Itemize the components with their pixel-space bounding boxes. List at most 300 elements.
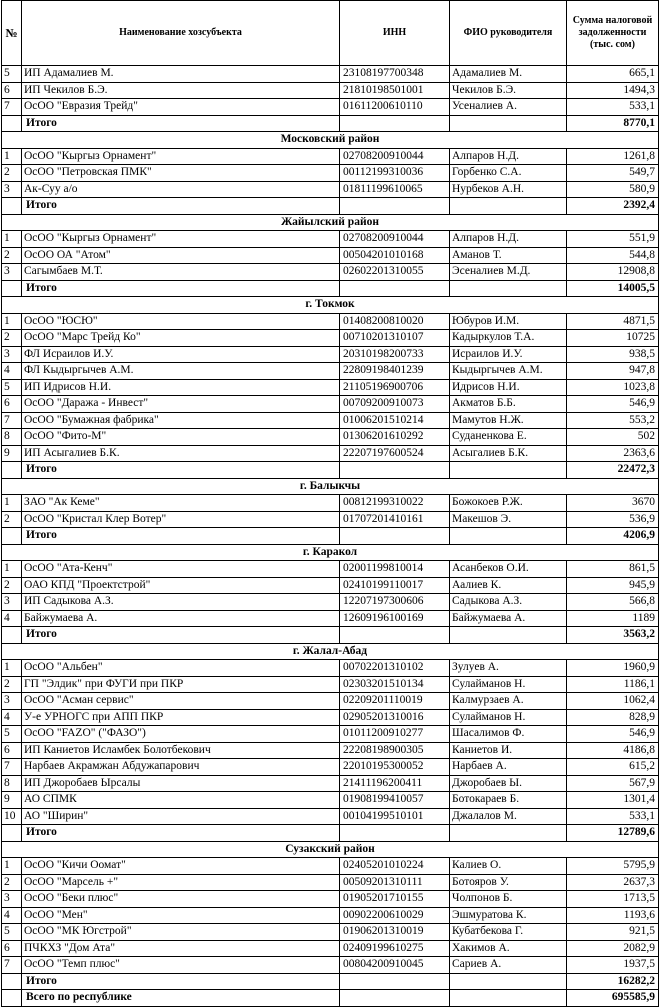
director-name: Суданенкова Е. bbox=[450, 429, 567, 446]
table-row bbox=[2, 594, 659, 611]
table-row bbox=[2, 247, 659, 264]
row-number: 7 bbox=[2, 412, 22, 429]
entity-inn: 00104199510101 bbox=[340, 808, 450, 825]
debt-amount: 502 bbox=[567, 429, 659, 446]
debt-amount: 546,9 bbox=[567, 396, 659, 413]
table-row bbox=[2, 82, 659, 99]
row-number: 4 bbox=[2, 363, 22, 380]
entity-name: ОсОО "Ата-Кенч" bbox=[22, 561, 340, 578]
entity-inn: 00812199310022 bbox=[340, 495, 450, 512]
director-name: Асанбеков О.И. bbox=[450, 561, 567, 578]
entity-name: ОсОО "Даража - Инвест" bbox=[22, 396, 340, 413]
entity-name: ОсОО "Беки плюс" bbox=[22, 891, 340, 908]
entity-inn: 22207197600524 bbox=[340, 445, 450, 462]
entity-name: ЗАО "Ак Кеме" bbox=[22, 495, 340, 512]
row-number: 3 bbox=[2, 346, 22, 363]
table-row bbox=[2, 891, 659, 908]
subtotal-inn-cell bbox=[340, 825, 450, 842]
entity-name: ОсОО "Кичи Оомат" bbox=[22, 858, 340, 875]
section-title: Жайылский район bbox=[2, 214, 659, 231]
table-row bbox=[2, 874, 659, 891]
section-title: Московский район bbox=[2, 132, 659, 149]
subtotal-amount: 4206,9 bbox=[567, 528, 659, 545]
table-row bbox=[2, 346, 659, 363]
subtotal-row bbox=[2, 825, 659, 842]
subtotal-director-cell bbox=[450, 198, 567, 215]
section-header-row bbox=[2, 214, 659, 231]
row-number: 2 bbox=[2, 247, 22, 264]
subtotal-row bbox=[2, 627, 659, 644]
table-row bbox=[2, 742, 659, 759]
row-number: 6 bbox=[2, 742, 22, 759]
subtotal-row bbox=[2, 528, 659, 545]
entity-inn: 12207197300606 bbox=[340, 594, 450, 611]
entity-inn: 00710201310107 bbox=[340, 330, 450, 347]
debt-amount: 2363,6 bbox=[567, 445, 659, 462]
debt-amount: 2637,3 bbox=[567, 874, 659, 891]
table-row bbox=[2, 66, 659, 83]
subtotal-number-cell bbox=[2, 973, 22, 990]
table-row bbox=[2, 148, 659, 165]
subtotal-label: Итого bbox=[22, 198, 340, 215]
entity-name: ИП Асыгалиев Б.К. bbox=[22, 445, 340, 462]
entity-inn: 01408200810020 bbox=[340, 313, 450, 330]
subtotal-number-cell bbox=[2, 280, 22, 297]
subtotal-row bbox=[2, 280, 659, 297]
entity-name: ИП Джоробаев Ырсалы bbox=[22, 775, 340, 792]
subtotal-number-cell bbox=[2, 627, 22, 644]
director-name: Каниетов И. bbox=[450, 742, 567, 759]
table-row bbox=[2, 726, 659, 743]
director-name: Алпаров Н.Д. bbox=[450, 148, 567, 165]
entity-inn: 00902200610029 bbox=[340, 907, 450, 924]
debt-amount: 580,9 bbox=[567, 181, 659, 198]
table-row bbox=[2, 264, 659, 281]
entity-inn: 00112199310036 bbox=[340, 165, 450, 182]
table-row bbox=[2, 577, 659, 594]
director-name: Кыдыргычев А.М. bbox=[450, 363, 567, 380]
director-name: Сулайманов Н. bbox=[450, 676, 567, 693]
director-name: Калмурзаев А. bbox=[450, 693, 567, 710]
section-header-row bbox=[2, 297, 659, 314]
subtotal-amount: 22472,3 bbox=[567, 462, 659, 479]
table-row bbox=[2, 561, 659, 578]
table-row bbox=[2, 429, 659, 446]
entity-inn: 12609196100169 bbox=[340, 610, 450, 627]
subtotal-amount: 14005,5 bbox=[567, 280, 659, 297]
debt-amount: 3670 bbox=[567, 495, 659, 512]
entity-inn: 21411196200411 bbox=[340, 775, 450, 792]
director-name: Акматов Б.Б. bbox=[450, 396, 567, 413]
subtotal-number-cell bbox=[2, 198, 22, 215]
debt-amount: 12908,8 bbox=[567, 264, 659, 281]
section-header-row bbox=[2, 544, 659, 561]
entity-inn: 01306201610292 bbox=[340, 429, 450, 446]
header-number: № bbox=[2, 1, 22, 66]
subtotal-label: Итого bbox=[22, 115, 340, 132]
entity-name: ФЛ Исраилов И.У. bbox=[22, 346, 340, 363]
director-name: Ботокараев Б. bbox=[450, 792, 567, 809]
subtotal-inn-cell bbox=[340, 462, 450, 479]
director-name: Садыкова А.З. bbox=[450, 594, 567, 611]
row-number: 8 bbox=[2, 429, 22, 446]
entity-inn: 02409199610275 bbox=[340, 940, 450, 957]
table-row bbox=[2, 363, 659, 380]
debt-amount: 549,7 bbox=[567, 165, 659, 182]
debt-amount: 1713,5 bbox=[567, 891, 659, 908]
entity-inn: 00804200910045 bbox=[340, 957, 450, 974]
debt-amount: 1186,1 bbox=[567, 676, 659, 693]
row-number: 4 bbox=[2, 907, 22, 924]
director-name: Кадыркулов Т.А. bbox=[450, 330, 567, 347]
subtotal-label: Итого bbox=[22, 280, 340, 297]
row-number: 4 bbox=[2, 709, 22, 726]
director-name: Нарбаев А. bbox=[450, 759, 567, 776]
grand-total-label: Всего по республике bbox=[22, 990, 340, 1007]
debt-amount: 1301,4 bbox=[567, 792, 659, 809]
entity-inn: 00509201310111 bbox=[340, 874, 450, 891]
director-name: Сариев А. bbox=[450, 957, 567, 974]
subtotal-row bbox=[2, 115, 659, 132]
entity-name: ОсОО "Бумажная фабрика" bbox=[22, 412, 340, 429]
row-number: 1 bbox=[2, 313, 22, 330]
director-name: Асыгалиев Б.К. bbox=[450, 445, 567, 462]
debt-amount: 544,8 bbox=[567, 247, 659, 264]
section-header-row bbox=[2, 132, 659, 149]
table-row bbox=[2, 330, 659, 347]
entity-inn: 21105196900706 bbox=[340, 379, 450, 396]
debt-amount: 551,9 bbox=[567, 231, 659, 248]
entity-name: ОсОО "МК Югстрой" bbox=[22, 924, 340, 941]
director-name: Усеналиев А. bbox=[450, 99, 567, 116]
entity-name: ОсОО "Асман сервис" bbox=[22, 693, 340, 710]
entity-inn: 20310198200733 bbox=[340, 346, 450, 363]
subtotal-director-cell bbox=[450, 973, 567, 990]
debt-amount: 1261,8 bbox=[567, 148, 659, 165]
section-header-row bbox=[2, 841, 659, 858]
section-title: Сузакский район bbox=[2, 841, 659, 858]
table-body bbox=[2, 66, 659, 1007]
row-number: 3 bbox=[2, 891, 22, 908]
table-row bbox=[2, 907, 659, 924]
row-number: 7 bbox=[2, 99, 22, 116]
director-name: Мамутов Н.Ж. bbox=[450, 412, 567, 429]
director-name: Джоробаев Ы. bbox=[450, 775, 567, 792]
table-row bbox=[2, 660, 659, 677]
table-row bbox=[2, 676, 659, 693]
table-row bbox=[2, 396, 659, 413]
debt-amount: 5795,9 bbox=[567, 858, 659, 875]
entity-name: АО СПМК bbox=[22, 792, 340, 809]
row-number: 7 bbox=[2, 957, 22, 974]
header-name: Наименование хозсубъекта bbox=[22, 1, 340, 66]
director-name: Горбенко С.А. bbox=[450, 165, 567, 182]
director-name: Сулайманов Н. bbox=[450, 709, 567, 726]
entity-name: Сагымбаев М.Т. bbox=[22, 264, 340, 281]
table-row bbox=[2, 379, 659, 396]
row-number: 7 bbox=[2, 759, 22, 776]
row-number: 2 bbox=[2, 511, 22, 528]
subtotal-number-cell bbox=[2, 462, 22, 479]
entity-name: ОсОО "Альбен" bbox=[22, 660, 340, 677]
subtotal-amount: 2392,4 bbox=[567, 198, 659, 215]
debt-amount: 4871,5 bbox=[567, 313, 659, 330]
subtotal-director-cell bbox=[450, 528, 567, 545]
entity-inn: 02410199110017 bbox=[340, 577, 450, 594]
entity-name: Байжумаева А. bbox=[22, 610, 340, 627]
entity-name: АО "Ширин" bbox=[22, 808, 340, 825]
entity-name: ПЧКХЗ "Дом Ата" bbox=[22, 940, 340, 957]
row-number: 2 bbox=[2, 330, 22, 347]
entity-inn: 02001199810014 bbox=[340, 561, 450, 578]
entity-name: ИП Идрисов Н.И. bbox=[22, 379, 340, 396]
entity-name: ФЛ Кыдыргычев А.М. bbox=[22, 363, 340, 380]
debt-amount: 546,9 bbox=[567, 726, 659, 743]
entity-inn: 21810198501001 bbox=[340, 82, 450, 99]
director-name: Ботояров У. bbox=[450, 874, 567, 891]
debt-amount: 828,9 bbox=[567, 709, 659, 726]
debt-amount: 921,5 bbox=[567, 924, 659, 941]
entity-inn: 02405201010224 bbox=[340, 858, 450, 875]
table-row bbox=[2, 412, 659, 429]
subtotal-row bbox=[2, 462, 659, 479]
table-row bbox=[2, 924, 659, 941]
entity-inn: 22208198900305 bbox=[340, 742, 450, 759]
subtotal-number-cell bbox=[2, 115, 22, 132]
entity-inn: 00709200910073 bbox=[340, 396, 450, 413]
director-name: Нурбеков А.Н. bbox=[450, 181, 567, 198]
table-row bbox=[2, 693, 659, 710]
debt-amount: 1960,9 bbox=[567, 660, 659, 677]
table-row bbox=[2, 165, 659, 182]
entity-name: ОсОО "Евразия Трейд" bbox=[22, 99, 340, 116]
director-name: Чекилов Б.Э. bbox=[450, 82, 567, 99]
debt-amount: 615,2 bbox=[567, 759, 659, 776]
row-number: 6 bbox=[2, 82, 22, 99]
entity-inn: 02209201110019 bbox=[340, 693, 450, 710]
row-number: 1 bbox=[2, 148, 22, 165]
director-name: Кубатбекова Г. bbox=[450, 924, 567, 941]
row-number: 1 bbox=[2, 561, 22, 578]
tax-debt-table bbox=[1, 0, 659, 1007]
subtotal-label: Итого bbox=[22, 627, 340, 644]
grand-total-amount: 695585,9 bbox=[567, 990, 659, 1007]
row-number: 5 bbox=[2, 66, 22, 83]
entity-name: ОсОО "Фито-М" bbox=[22, 429, 340, 446]
debt-amount: 1494,3 bbox=[567, 82, 659, 99]
section-title: г. Жалал-Абад bbox=[2, 643, 659, 660]
debt-amount: 536,9 bbox=[567, 511, 659, 528]
subtotal-amount: 3563,2 bbox=[567, 627, 659, 644]
table-row bbox=[2, 759, 659, 776]
director-name: Эшмуратова К. bbox=[450, 907, 567, 924]
director-name: Шасалимов Ф. bbox=[450, 726, 567, 743]
entity-inn: 23108197700348 bbox=[340, 66, 450, 83]
row-number: 1 bbox=[2, 660, 22, 677]
entity-name: ОсОО ОА "Атом" bbox=[22, 247, 340, 264]
director-name: Эсеналиев М.Д. bbox=[450, 264, 567, 281]
section-title: г. Балыкчы bbox=[2, 478, 659, 495]
table-row bbox=[2, 792, 659, 809]
entity-name: ИП Чекилов Б.Э. bbox=[22, 82, 340, 99]
grand-total-row bbox=[2, 990, 659, 1007]
header-director: ФИО руководителя bbox=[450, 1, 567, 66]
row-number: 9 bbox=[2, 792, 22, 809]
director-name: Юбуров И.М. bbox=[450, 313, 567, 330]
subtotal-director-cell bbox=[450, 280, 567, 297]
director-name: Калиев О. bbox=[450, 858, 567, 875]
director-name: Макешов Э. bbox=[450, 511, 567, 528]
table-row bbox=[2, 445, 659, 462]
table-header-row bbox=[2, 1, 659, 66]
debt-amount: 533,1 bbox=[567, 99, 659, 116]
table-row bbox=[2, 957, 659, 974]
row-number: 2 bbox=[2, 165, 22, 182]
subtotal-label: Итого bbox=[22, 462, 340, 479]
debt-amount: 1937,5 bbox=[567, 957, 659, 974]
entity-inn: 01011200910277 bbox=[340, 726, 450, 743]
debt-amount: 10725 bbox=[567, 330, 659, 347]
entity-name: Ак-Суу а/о bbox=[22, 181, 340, 198]
entity-inn: 02708200910044 bbox=[340, 148, 450, 165]
debt-amount: 861,5 bbox=[567, 561, 659, 578]
table-row bbox=[2, 940, 659, 957]
entity-name: ОсОО "Петровская ПМК" bbox=[22, 165, 340, 182]
director-name: Чолпонов Б. bbox=[450, 891, 567, 908]
debt-amount: 1193,6 bbox=[567, 907, 659, 924]
entity-inn: 01006201510214 bbox=[340, 412, 450, 429]
entity-inn: 01908199410057 bbox=[340, 792, 450, 809]
row-number: 5 bbox=[2, 379, 22, 396]
subtotal-inn-cell bbox=[340, 280, 450, 297]
debt-amount: 1189 bbox=[567, 610, 659, 627]
entity-name: ОсОО "ЮСЮ" bbox=[22, 313, 340, 330]
debt-amount: 1023,8 bbox=[567, 379, 659, 396]
table-row bbox=[2, 99, 659, 116]
subtotal-inn-cell bbox=[340, 627, 450, 644]
debt-amount: 4186,8 bbox=[567, 742, 659, 759]
row-number: 3 bbox=[2, 181, 22, 198]
entity-name: Нарбаев Акрамжан Абдужапарович bbox=[22, 759, 340, 776]
director-name: Алпаров Н.Д. bbox=[450, 231, 567, 248]
director-name: Идрисов Н.И. bbox=[450, 379, 567, 396]
subtotal-inn-cell bbox=[340, 198, 450, 215]
row-number: 3 bbox=[2, 264, 22, 281]
subtotal-inn-cell bbox=[340, 973, 450, 990]
grand-total-inn-cell bbox=[340, 990, 450, 1007]
section-header-row bbox=[2, 478, 659, 495]
entity-name: У-е УРНОГС при АПП ПКР bbox=[22, 709, 340, 726]
debt-amount: 1062,4 bbox=[567, 693, 659, 710]
subtotal-director-cell bbox=[450, 115, 567, 132]
director-name: Байжумаева А. bbox=[450, 610, 567, 627]
entity-inn: 02303201510134 bbox=[340, 676, 450, 693]
row-number: 9 bbox=[2, 445, 22, 462]
row-number: 3 bbox=[2, 693, 22, 710]
entity-inn: 00702201310102 bbox=[340, 660, 450, 677]
subtotal-inn-cell bbox=[340, 115, 450, 132]
row-number: 5 bbox=[2, 726, 22, 743]
table-row bbox=[2, 775, 659, 792]
director-name: Божокоев Р.Ж. bbox=[450, 495, 567, 512]
entity-name: ИП Адамалиев М. bbox=[22, 66, 340, 83]
entity-inn: 22809198401239 bbox=[340, 363, 450, 380]
subtotal-number-cell bbox=[2, 825, 22, 842]
debt-amount: 533,1 bbox=[567, 808, 659, 825]
subtotal-label: Итого bbox=[22, 528, 340, 545]
director-name: Хакимов А. bbox=[450, 940, 567, 957]
entity-name: ОсОО "Кыргыз Орнамент" bbox=[22, 148, 340, 165]
subtotal-row bbox=[2, 973, 659, 990]
header-inn: ИНН bbox=[340, 1, 450, 66]
subtotal-director-cell bbox=[450, 825, 567, 842]
entity-inn: 01906201310019 bbox=[340, 924, 450, 941]
entity-inn: 00504201010168 bbox=[340, 247, 450, 264]
subtotal-amount: 8770,1 bbox=[567, 115, 659, 132]
table-row bbox=[2, 313, 659, 330]
debt-amount: 553,2 bbox=[567, 412, 659, 429]
director-name: Исраилов И.У. bbox=[450, 346, 567, 363]
row-number: 5 bbox=[2, 924, 22, 941]
table-row bbox=[2, 231, 659, 248]
section-title: г. Токмок bbox=[2, 297, 659, 314]
entity-name: ИП Каниетов Исламбек Болотбекович bbox=[22, 742, 340, 759]
row-number: 3 bbox=[2, 594, 22, 611]
grand-total-director-cell bbox=[450, 990, 567, 1007]
entity-name: ИП Садыкова А.З. bbox=[22, 594, 340, 611]
entity-inn: 02602201310055 bbox=[340, 264, 450, 281]
table-row bbox=[2, 181, 659, 198]
subtotal-inn-cell bbox=[340, 528, 450, 545]
row-number: 6 bbox=[2, 940, 22, 957]
entity-inn: 02905201310016 bbox=[340, 709, 450, 726]
table-row bbox=[2, 858, 659, 875]
entity-name: ОсОО "Кыргыз Орнамент" bbox=[22, 231, 340, 248]
subtotal-amount: 12789,6 bbox=[567, 825, 659, 842]
row-number: 1 bbox=[2, 495, 22, 512]
grand-total-number-cell bbox=[2, 990, 22, 1007]
row-number: 10 bbox=[2, 808, 22, 825]
director-name: Аалиев К. bbox=[450, 577, 567, 594]
entity-inn: 02708200910044 bbox=[340, 231, 450, 248]
section-title: г. Каракол bbox=[2, 544, 659, 561]
row-number: 6 bbox=[2, 396, 22, 413]
debt-amount: 947,8 bbox=[567, 363, 659, 380]
debt-amount: 665,1 bbox=[567, 66, 659, 83]
subtotal-director-cell bbox=[450, 627, 567, 644]
table-row bbox=[2, 808, 659, 825]
row-number: 2 bbox=[2, 577, 22, 594]
entity-name: ОсОО "Темп плюс" bbox=[22, 957, 340, 974]
debt-amount: 945,9 bbox=[567, 577, 659, 594]
entity-inn: 01707201410161 bbox=[340, 511, 450, 528]
table-row bbox=[2, 511, 659, 528]
row-number: 1 bbox=[2, 858, 22, 875]
row-number: 2 bbox=[2, 874, 22, 891]
subtotal-label: Итого bbox=[22, 825, 340, 842]
subtotal-number-cell bbox=[2, 528, 22, 545]
table-row bbox=[2, 709, 659, 726]
entity-name: ОсОО "Кристал Клер Вотер" bbox=[22, 511, 340, 528]
section-header-row bbox=[2, 643, 659, 660]
entity-name: ОАО КПД "Проектстрой" bbox=[22, 577, 340, 594]
header-debt-sum: Сумма налоговой задолженности (тыс. сом) bbox=[567, 1, 659, 66]
director-name: Адамалиев М. bbox=[450, 66, 567, 83]
debt-amount: 567,9 bbox=[567, 775, 659, 792]
entity-inn: 01905201710155 bbox=[340, 891, 450, 908]
entity-name: ОсОО "Мен" bbox=[22, 907, 340, 924]
entity-name: ОсОО "FAZO" ("ФАЗО") bbox=[22, 726, 340, 743]
